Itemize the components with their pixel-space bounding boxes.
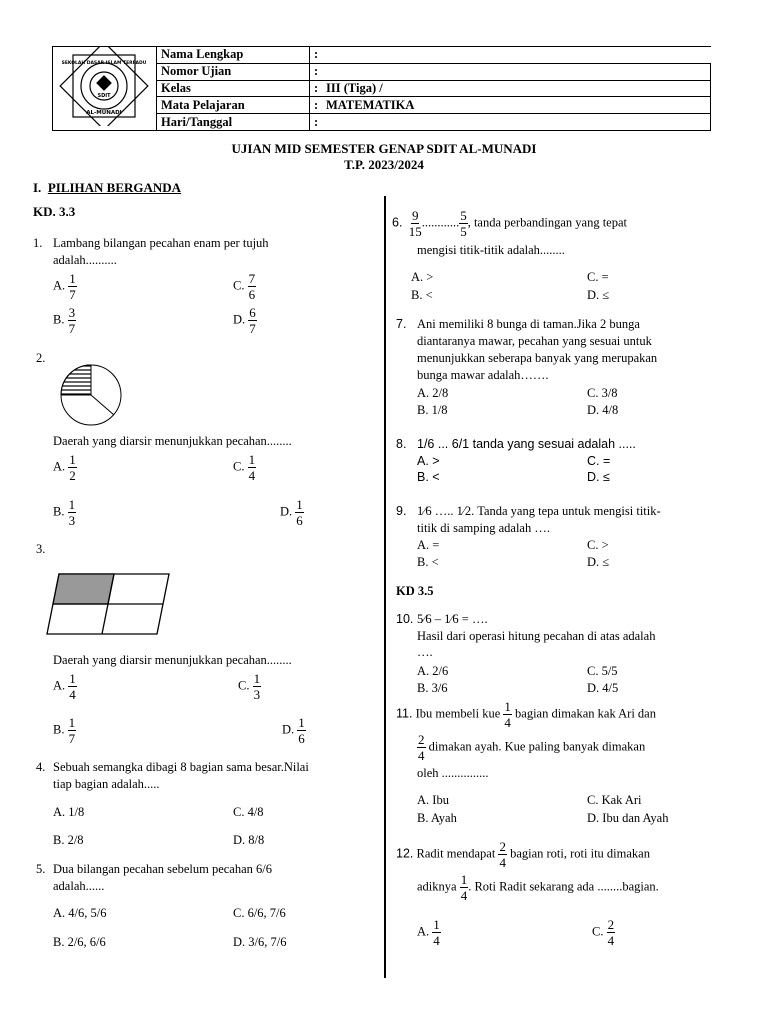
field-label: Nomor Ujian — [157, 63, 310, 80]
q4-text: tiap bagian adalah..... — [53, 777, 160, 791]
logo-label: SDIT — [97, 93, 111, 99]
q2-option-b[interactable]: B. $\frac{1}{3}$ — [53, 497, 76, 528]
q3-option-c[interactable]: C. $\frac{1}{3}$ — [238, 671, 261, 702]
q7-text: diantaranya mawar, pecahan yang sesuai untuk — [417, 334, 652, 348]
q9-option-c[interactable]: C. > — [587, 538, 609, 552]
q7-text: Ani memiliki 8 bunga di taman.Jika 2 bunga — [417, 317, 640, 331]
q10-number: 10. — [396, 612, 414, 626]
fraction: $\frac{6}{7}$ — [249, 305, 256, 336]
fraction: $\frac{1}{4}$ — [433, 917, 440, 948]
fraction: $\frac{1}{4}$ — [69, 671, 76, 702]
q10-text: Hasil dari operasi hitung pecahan di atas adalah — [417, 629, 656, 643]
column-divider — [384, 196, 386, 978]
q6-number: 6. — [392, 215, 403, 230]
logo-school-name: AL-MUNADI — [86, 110, 122, 116]
fraction: $\frac{2}{4}$ — [418, 732, 425, 763]
q1-option-a[interactable]: A. $\frac{1}{7}$ — [53, 271, 76, 302]
q8-text: 1/6 ... 6/1 tanda yang sesuai adalah ..... — [417, 437, 636, 451]
q10-option-d[interactable]: D. 4/5 — [587, 681, 619, 695]
q1-text: Lambang bilangan pecahan enam per tujuh — [53, 236, 269, 250]
q7-text: menunjukkan seberapa banyak yang merupakan — [417, 351, 658, 365]
school-logo-cell — [53, 47, 157, 131]
q8-option-d[interactable]: D. ≤ — [587, 470, 610, 484]
section-name: PILIHAN BERGANDA — [47, 180, 182, 195]
q2-number: 2. — [36, 351, 46, 365]
q9-option-a[interactable]: A. = — [417, 538, 440, 552]
fraction: $\frac{1}{4}$ — [504, 699, 511, 730]
field-sep: : — [314, 80, 319, 95]
fraction: $\frac{7}{6}$ — [248, 271, 256, 302]
q5-option-d[interactable]: D. 3/6, 7/6 — [233, 935, 287, 949]
fraction: $\frac{1}{7}$ — [68, 715, 76, 746]
q3-parallelogram-diagram — [45, 572, 171, 636]
q11-option-b[interactable]: B. Ayah — [417, 811, 457, 825]
q4-number: 4. — [36, 760, 46, 774]
logo-school-arc: SEKOLAH DASAR ISLAM TERPADU — [61, 61, 147, 66]
q9-number: 9. — [396, 504, 407, 518]
q11-text: oleh ............... — [417, 766, 489, 780]
q3-option-a[interactable]: A. $\frac{1}{4}$ — [53, 671, 76, 702]
kd-label: KD 3.5 — [396, 584, 434, 598]
field-label: Kelas — [157, 80, 310, 97]
q12-stem: 12. Radit mendapat $\frac{2}{4}$ bagian roti, roti itu dimakan — [396, 839, 650, 870]
q8-option-a[interactable]: A. > — [417, 454, 440, 468]
q9-text: titik di samping adalah …. — [417, 521, 550, 535]
field-sep: : — [314, 114, 319, 129]
q10-option-c[interactable]: C. 5/5 — [587, 664, 618, 678]
q5-option-a[interactable]: A. 4/6, 5/6 — [53, 906, 107, 920]
q11-option-c[interactable]: C. Kak Ari — [587, 793, 642, 807]
q2-circle-diagram — [58, 364, 124, 426]
q9-text: 1⁄6 ….. 1⁄2. Tanda yang tepa untuk mengisi titik- — [417, 504, 661, 518]
q3-number: 3. — [36, 542, 46, 556]
q1-option-c[interactable]: C. $\frac{7}{6}$ — [233, 271, 256, 302]
q5-number: 5. — [36, 862, 46, 876]
q5-option-b[interactable]: B. 2/6, 6/6 — [53, 935, 106, 949]
fraction: $\frac{1}{4}$ — [460, 872, 468, 903]
fraction: $\frac{3}{7}$ — [68, 305, 76, 336]
q2-option-a[interactable]: A. $\frac{1}{2}$ — [53, 452, 76, 483]
field-label: Nama Lengkap — [157, 47, 310, 64]
q3-text: Daerah yang diarsir menunjukkan pecahan........ — [53, 653, 292, 667]
q11-number: 11. — [396, 706, 413, 721]
fraction: $\frac{1}{3}$ — [68, 497, 76, 528]
q6-option-c[interactable]: C. = — [587, 270, 609, 284]
field-value-subject: MATEMATIKA — [326, 97, 415, 112]
fraction: $\frac{1}{2}$ — [69, 452, 76, 483]
q11-option-a[interactable]: A. Ibu — [417, 793, 449, 807]
q1-option-d[interactable]: D. $\frac{6}{7}$ — [233, 305, 256, 336]
fraction: $\frac{5}{5}$ — [460, 208, 467, 239]
fraction: $\frac{1}{6}$ — [298, 715, 305, 746]
field-value-class: III (Tiga) / — [326, 80, 383, 95]
q3-option-b[interactable]: B. $\frac{1}{7}$ — [53, 715, 76, 746]
q6-option-b[interactable]: B. < — [411, 288, 433, 302]
q7-option-d[interactable]: D. 4/8 — [587, 403, 619, 417]
q10-text: …. — [417, 645, 433, 659]
q11-text: $\frac{2}{4}$ dimakan ayah. Kue paling banyak dimakan — [418, 732, 646, 763]
q9-option-b[interactable]: B. < — [417, 555, 439, 569]
q4-option-c[interactable]: C. 4/8 — [233, 805, 264, 819]
q4-option-d[interactable]: D. 8/8 — [233, 833, 265, 847]
fraction: $\frac{2}{4}$ — [499, 839, 506, 870]
q5-text: Dua bilangan pecahan sebelum pecahan 6/6 — [53, 862, 273, 876]
q5-option-c[interactable]: C. 6/6, 7/6 — [233, 906, 286, 920]
q1-option-b[interactable]: B. $\frac{3}{7}$ — [53, 305, 76, 336]
q8-option-b[interactable]: B. < — [417, 470, 440, 484]
field-sep: : — [314, 64, 319, 79]
q6-option-d[interactable]: D. ≤ — [587, 288, 610, 302]
q11-stem: 11. Ibu membeli kue $\frac{1}{4}$ bagian dimakan kak Ari dan — [396, 699, 656, 730]
fraction: $\frac{1}{4}$ — [248, 452, 256, 483]
q12-text: adiknya $\frac{1}{4}$ . Roti Radit sekarang ada ........bagian. — [417, 872, 659, 903]
q4-option-b[interactable]: B. 2/8 — [53, 833, 84, 847]
section-heading — [33, 180, 181, 196]
kd-label: KD. 3.3 — [33, 204, 76, 219]
fraction: $\frac{1}{6}$ — [296, 497, 303, 528]
section-number: I. — [33, 180, 42, 195]
q7-text: bunga mawar adalah……. — [417, 368, 549, 382]
q9-option-d[interactable]: D. ≤ — [587, 555, 610, 569]
q1-text: adalah.......... — [53, 253, 117, 267]
q6-option-a[interactable]: A. > — [411, 270, 434, 284]
q12-option-a[interactable]: A. $\frac{1}{4}$ — [417, 917, 440, 948]
exam-year: T.P. 2023/2024 — [344, 157, 424, 172]
field-sep: : — [314, 97, 319, 112]
q10-option-b[interactable]: B. 3/6 — [417, 681, 448, 695]
identity-table — [52, 46, 711, 131]
q2-text: Daerah yang diarsir menunjukkan pecahan........ — [53, 434, 292, 448]
fraction: $\frac{9}{15}$ — [408, 208, 422, 239]
fraction: $\frac{1}{3}$ — [253, 671, 261, 702]
q2-option-d[interactable]: D. $\frac{1}{6}$ — [280, 497, 303, 528]
q10-option-a[interactable]: A. 2/6 — [417, 664, 449, 678]
q6-text: mengisi titik-titik adalah........ — [417, 243, 565, 257]
q12-option-c[interactable]: C. $\frac{2}{4}$ — [592, 917, 615, 948]
q6-stem: 6. $\frac{9}{15}$ ............ $\frac{5}{5}$ , tanda perbandingan yang tepat — [392, 208, 628, 239]
q7-option-a[interactable]: A. 2/8 — [417, 386, 449, 400]
q10-expression: 5⁄6 – 1⁄6 = …. — [417, 612, 488, 626]
q11-option-d[interactable]: D. Ibu dan Ayah — [587, 811, 669, 825]
q8-number: 8. — [396, 437, 407, 451]
q7-option-c[interactable]: C. 3/8 — [587, 386, 618, 400]
q5-text: adalah...... — [53, 879, 105, 893]
q12-number: 12. — [396, 846, 414, 861]
field-label: Mata Pelajaran — [157, 97, 310, 114]
fraction: $\frac{1}{7}$ — [69, 271, 76, 302]
field-label: Hari/Tanggal — [157, 114, 310, 131]
q1-number: 1. — [33, 236, 43, 250]
exam-title: UJIAN MID SEMESTER GENAP SDIT AL-MUNADI — [231, 141, 537, 156]
q7-number: 7. — [396, 317, 407, 331]
q3-option-d[interactable]: D. $\frac{1}{6}$ — [282, 715, 305, 746]
field-sep: : — [314, 47, 319, 62]
q2-option-c[interactable]: C. $\frac{1}{4}$ — [233, 452, 256, 483]
q8-option-c[interactable]: C. = — [587, 454, 611, 468]
fraction: $\frac{2}{4}$ — [607, 917, 615, 948]
q4-option-a[interactable]: A. 1/8 — [53, 805, 85, 819]
q7-option-b[interactable]: B. 1/8 — [417, 403, 448, 417]
school-logo — [53, 47, 156, 126]
q4-text: Sebuah semangka dibagi 8 bagian sama besar.Nilai — [53, 760, 309, 774]
